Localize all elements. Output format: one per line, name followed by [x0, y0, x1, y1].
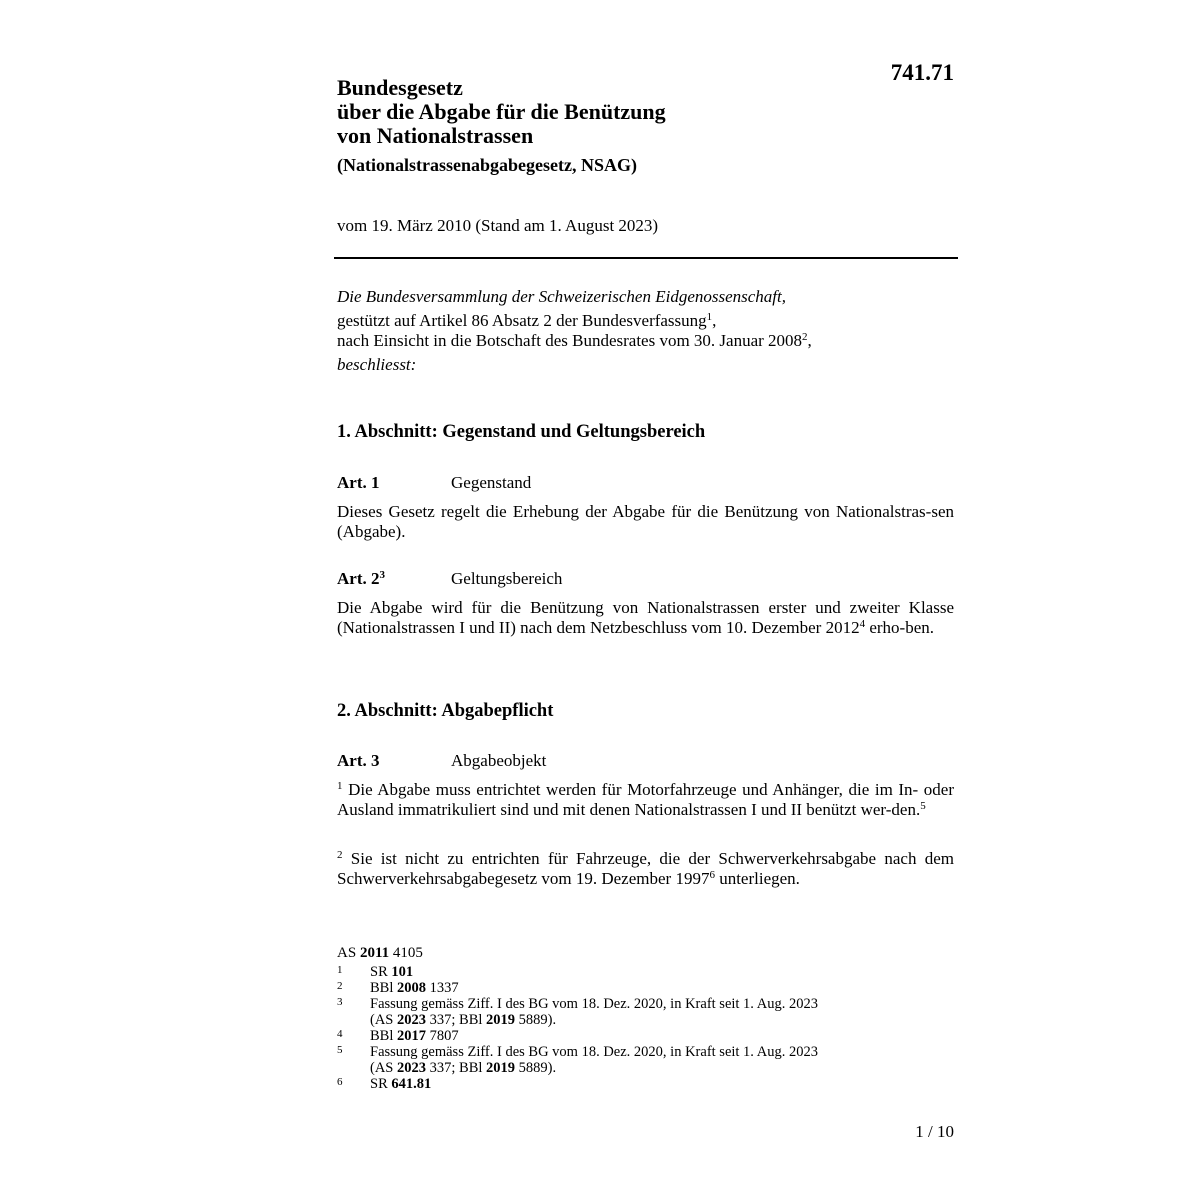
article-3-paragraph-2-text: Sie ist nicht zu entrichten für Fahrzeuge, die der Schwerverkehrsabgabe nach dem Schwerverkehrsabgabegesetz vom 19. Dezember 1997 — [337, 849, 954, 888]
paragraph-number-1: 1 — [337, 780, 343, 792]
footnote-number: 4 — [337, 1028, 343, 1040]
article-1-heading — [337, 473, 531, 493]
footnote-ref-2[interactable]: 2 — [802, 331, 808, 343]
section-1-title: 1. Abschnitt: Gegenstand und Geltungsbereich — [337, 422, 706, 442]
short-title: (Nationalstrassenabgabegesetz, NSAG) — [337, 155, 637, 175]
article-2-number-wrap — [337, 569, 451, 589]
article-1-number: Art. 1 — [337, 473, 380, 492]
article-2-heading — [337, 569, 562, 589]
footnote-text: BBl 2017 7807 — [370, 1028, 459, 1044]
footnote-text: BBl 2008 1337 — [370, 980, 459, 996]
footnote-3 — [337, 996, 957, 1028]
page-number: 1 / 10 — [915, 1122, 954, 1141]
footnote-ref-4[interactable]: 4 — [859, 617, 866, 630]
article-3-paragraph-1 — [337, 780, 954, 819]
date-line: vom 19. März 2010 (Stand am 1. August 2023) — [337, 216, 659, 235]
footnote-6 — [337, 1076, 957, 1092]
footnote-ref-6[interactable]: 6 — [709, 868, 715, 881]
as-year: 2011 — [359, 945, 390, 961]
article-1-text: Dieses Gesetz regelt die Erhebung der Abgabe für die Benützung von Nationalstras-sen (Abgabe). — [337, 502, 954, 541]
footnote-number: 3 — [337, 996, 343, 1008]
preamble-basis-text: gestützt auf Artikel 86 Absatz 2 der Bundesverfassung — [337, 311, 707, 330]
official-compilation-ref — [337, 945, 957, 961]
footnote-number: 6 — [337, 1076, 343, 1088]
article-3-heading — [337, 751, 546, 771]
article-2-text — [337, 598, 954, 637]
as-prefix: AS — [337, 945, 357, 961]
document-page — [337, 56, 957, 1146]
preamble-insight — [337, 331, 957, 351]
footnote-2 — [337, 980, 957, 996]
footnote-number: 1 — [337, 964, 343, 976]
as-page: 4105 — [392, 945, 423, 961]
footnote-number: 2 — [337, 980, 343, 992]
footnote-4 — [337, 1028, 957, 1044]
preamble-basis-end: , — [712, 311, 717, 330]
article-3-paragraph-2-end: unterliegen. — [714, 868, 800, 888]
article-3-paragraph-1-text: Die Abgabe muss entrichtet werden für Motorfahrzeuge und Anhänger, die im In- oder Ausland immatrikuliert sind und mit denen Nationalstrassen I und II benützt wer-den. — [337, 780, 954, 819]
title-line-3: von Nationalstrassen — [337, 123, 534, 148]
footnote-5 — [337, 1044, 957, 1076]
footnote-text: Fassung gemäss Ziff. I des BG vom 18. Dez. 2020, in Kraft seit 1. Aug. 2023 (AS 2023 337; BBl 2019 5889). — [370, 996, 818, 1028]
title-line-1: Bundesgesetz — [337, 75, 463, 100]
title-line-2: über die Abgabe für die Benützung — [337, 99, 666, 124]
article-2-text-end: erho-ben. — [865, 617, 935, 637]
paragraph-number-2: 2 — [337, 849, 343, 861]
preamble — [337, 287, 957, 375]
preamble-assembly: Die Bundesversammlung der Schweizerischen Eidgenossenschaft, — [337, 287, 786, 306]
sr-number: 741.71 — [890, 60, 954, 85]
article-2-number: Art. 2 — [337, 569, 380, 588]
footnotes — [337, 945, 957, 1092]
section-2-title: 2. Abschnitt: Abgabepflicht — [337, 701, 554, 721]
preamble-insight-end: , — [807, 331, 812, 350]
footnote-number: 5 — [337, 1044, 343, 1056]
preamble-basis — [337, 311, 957, 331]
article-2-text-main: Die Abgabe wird für die Benützung von Nationalstrassen erster und zweiter Klasse (Nationalstrassen I und II) nach dem Netzbeschluss vom 10. Dezember 2012 — [337, 598, 954, 637]
footnote-ref-5[interactable]: 5 — [920, 799, 926, 812]
article-2-title: Geltungsbereich — [451, 569, 563, 588]
footnote-text: SR 641.81 — [370, 1076, 432, 1092]
preamble-decides: beschliesst: — [337, 355, 417, 374]
title-block — [337, 76, 666, 176]
article-3-number: Art. 3 — [337, 751, 380, 770]
header-divider — [334, 257, 958, 259]
footnote-text: SR 101 — [370, 964, 414, 980]
article-1-title: Gegenstand — [451, 473, 532, 492]
footnote-text: Fassung gemäss Ziff. I des BG vom 18. Dez. 2020, in Kraft seit 1. Aug. 2023 (AS 2023 337; BBl 2019 5889). — [370, 1044, 818, 1076]
footnote-ref-1[interactable]: 1 — [706, 311, 713, 323]
footnote-ref-3[interactable]: 3 — [379, 569, 385, 581]
article-3-paragraph-2 — [337, 849, 954, 888]
footnote-1 — [337, 964, 957, 980]
article-3-title: Abgabeobjekt — [451, 751, 547, 770]
preamble-insight-text: nach Einsicht in die Botschaft des Bundesrates vom 30. Januar 2008 — [337, 331, 803, 350]
